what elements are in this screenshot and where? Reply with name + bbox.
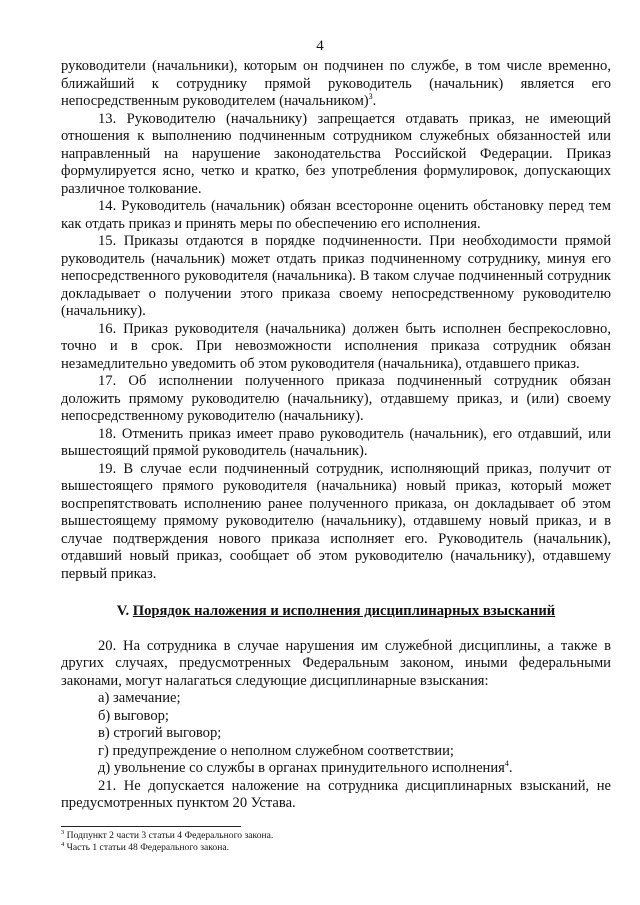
paragraph-20: 20. На сотрудника в случае нарушения им служебной дисциплины, а также в других случаях, предусмотренных Федеральным законом, иными федеральными законами, могут налагаться следующие дисциплинарные взыскания: bbox=[61, 637, 611, 689]
paragraph-13: 13. Руководителю (начальнику) запрещается отдавать приказ, не имеющий отношения к выполнению подчиненным сотрудником служебных обязанностей или направленный на нарушение законодательства Российской Федерации. Приказ формулируется ясно, четко и кратко, без употребления формулировок, допускающих различное толкование. bbox=[61, 110, 611, 197]
section-number: V. bbox=[116, 603, 133, 619]
section-title: Порядок наложения и исполнения дисциплинарных взысканий bbox=[132, 603, 556, 619]
list-item: д) увольнение со службы в органах принудительного исполнения$^4$. bbox=[98, 759, 513, 776]
footnotes bbox=[61, 826, 611, 854]
page-number: 4 bbox=[316, 38, 324, 54]
paragraph-21: 21. Не допускается наложение на сотрудника дисциплинарных взысканий, не предусмотренных пунктом 20 Устава. bbox=[61, 777, 611, 811]
section-heading bbox=[61, 603, 611, 621]
document-body bbox=[61, 58, 611, 813]
paragraph-15: 15. Приказы отдаются в порядке подчиненности. При необходимости прямой руководитель (начальник) может отдать приказ подчиненному сотруднику, минуя его непосредственного руководителя (начальника). В таком случае подчиненный сотрудник докладывает о получении этого приказа своему непосредственному руководителю (начальнику). bbox=[61, 233, 611, 319]
paragraph-continuation: руководители (начальники), которым он подчинен по службе, в том числе временно, ближайший к сотруднику прямой руководитель (начальник) является его непосредственным руководителем (начальником)$^3$. bbox=[61, 58, 611, 109]
footnote: $^3$ Подпункт 2 части 3 статьи 4 Федерального закона. bbox=[61, 829, 274, 841]
list-item: б) выговор; bbox=[98, 707, 169, 724]
footnote-ref: 4 bbox=[504, 759, 509, 768]
paragraph-14: 14. Руководитель (начальник) обязан всесторонне оценить обстановку перед тем как отдать приказ и принять меры по обеспечению его исполнения. bbox=[61, 198, 611, 232]
footnote-divider bbox=[61, 826, 241, 827]
paragraph-16: 16. Приказ руководителя (начальника) должен быть исполнен беспрекословно, точно и в срок. При невозможности исполнения приказа сотрудник обязан незамедлительно уведомить об этом руководителя (начальника), отдавшего приказ. bbox=[61, 320, 611, 372]
list-item: в) строгий выговор; bbox=[98, 725, 222, 741]
footnote-ref: 3 bbox=[368, 92, 373, 101]
paragraph-17: 17. Об исполнении полученного приказа подчиненный сотрудник обязан доложить прямому руководителю (начальнику), отдавшему приказ, и (или) своему непосредственному руководителю (начальнику). bbox=[61, 373, 611, 424]
paragraph-19: 19. В случае если подчиненный сотрудник, исполняющий приказ, получит от вышестоящего прямого руководителя (начальника) новый приказ, который может воспрепятствовать исполнению ранее полученного приказа, он докладывает об этом вышестоящему прямому руководителю (начальнику), отдавшему новый приказ, и в случае подтверждения нового приказа исполняет его. Руководитель (начальник), отдавший новый приказ, сообщает об этом руководителю (начальнику), отдавшему первый приказ. bbox=[61, 460, 611, 582]
paragraph-18: 18. Отменить приказ имеет право руководитель (начальник), его отдавший, или вышестоящий прямой руководитель (начальник). bbox=[61, 425, 611, 459]
list-item: г) предупреждение о неполном служебном соответствии; bbox=[98, 742, 454, 759]
footnote: $^4$ Часть 1 статьи 48 Федерального закона. bbox=[61, 841, 230, 853]
list-item: а) замечание; bbox=[98, 690, 181, 706]
